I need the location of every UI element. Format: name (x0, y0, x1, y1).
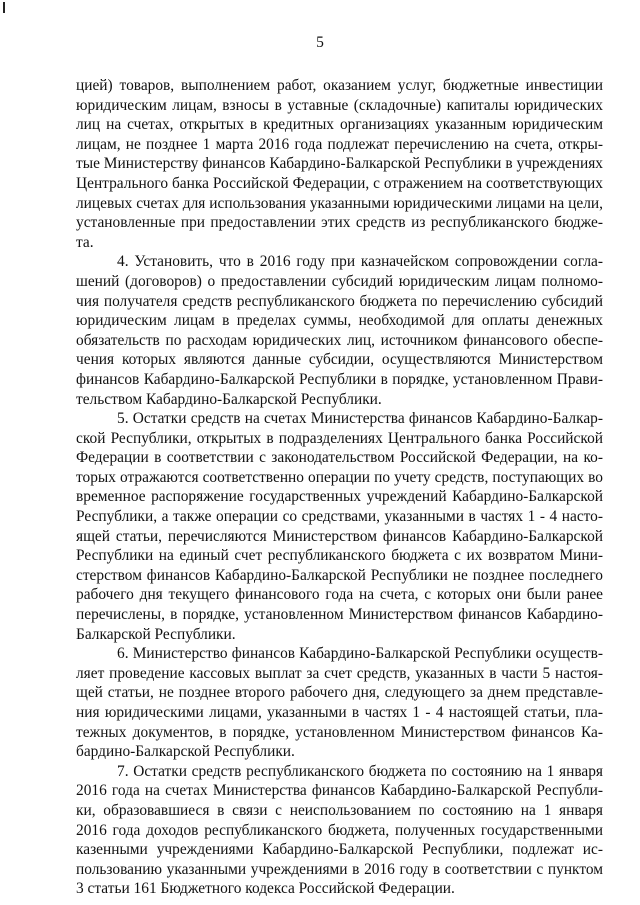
document-body (76, 76, 603, 899)
paragraph-item-7 (76, 762, 603, 899)
text-line: Федерации в соответствии с законодательством Российской Федерации, на ко- (76, 449, 603, 467)
text-line: ящей статьи, перечисляются Министерством финансов Кабардино-Балкарской (76, 527, 603, 545)
text-line: финансов Кабардино-Балкарской Республики в порядке, установленном Прави- (76, 370, 603, 388)
text-line: щей статьи, не позднее второго рабочего дня, следующего за днем представле- (76, 684, 603, 702)
text-line: чения которых являются данные субсидии, осуществляются Министерством (76, 351, 603, 369)
text-line: установленные при предоставлении этих средств из республиканского бюдже- (76, 214, 603, 232)
text-line: Центрального банка Российской Федерации, с отражением на соответствующих (76, 174, 603, 192)
text-line: тые Министерству финансов Кабардино-Балкарской Республики в учреждениях (76, 155, 603, 173)
text-line: рабочего дня текущего финансового года на счета, с которых они были ранее (76, 586, 603, 604)
scan-edge-mark (3, 2, 5, 13)
text-line: торых отражаются соответственно операции по учету средств, поступающих во (76, 468, 603, 486)
text-line: шений (договоров) о предоставлении субсидий юридическим лицам полномо- (76, 272, 603, 290)
text-line: пользованию указанными учреждениями в 2016 году в соответствии с пунктом (76, 860, 603, 878)
text-line: 6. Министерство финансов Кабардино-Балкарской Республики осуществ- (117, 645, 603, 663)
text-line: обязательств по расходам юридических лиц, источником финансового обеспе- (76, 331, 603, 349)
text-line: юридическим лицам, взносы в уставные (складочные) капиталы юридических (76, 96, 603, 114)
text-line: Балкарской Республики. (76, 625, 236, 643)
text-line: 3 статьи 161 Бюджетного кодекса Российской Федерации. (76, 880, 455, 898)
text-line: цией) товаров, выполнением работ, оказанием услуг, бюджетные инвестиции (76, 77, 603, 94)
text-line: лицам, не позднее 1 марта 2016 года подлежат перечислению на счета, откры- (76, 135, 603, 153)
text-line: юридическим лицам в пределах суммы, необходимой для оплаты денежных (76, 312, 603, 330)
text-line: та. (76, 233, 94, 251)
text-line: 4. Установить, что в 2016 году при казначейском сопровождении согла- (117, 253, 603, 271)
text-line: казенными учреждениями Кабардино-Балкарской Республики, подлежат ис- (76, 841, 603, 859)
page-number: 5 (316, 34, 324, 51)
text-line: 2016 года доходов республиканского бюджета, полученных государственными (76, 821, 603, 839)
text-line: 7. Остатки средств республиканского бюджета по состоянию на 1 января (117, 762, 603, 780)
text-line: лиц на счетах, открытых в кредитных организациях указанным юридическим (76, 116, 603, 134)
text-line: стерством финансов Кабардино-Балкарской Республики не позднее последнего (76, 566, 603, 584)
text-line: перечислены, в порядке, установленном Министерством финансов Кабардино- (76, 606, 603, 624)
paragraph-item-6 (76, 644, 603, 762)
text-line: временное распоряжение государственных учреждений Кабардино-Балкарской (76, 488, 603, 506)
text-line: ния юридическими лицами, указанными в частях 1 - 4 настоящей статьи, пла- (76, 704, 603, 721)
paragraph-item-4 (76, 252, 603, 409)
text-line: тельством Кабардино-Балкарской Республики. (76, 390, 382, 408)
text-line: ской Республики, открытых в подразделениях Центрального банка Российской (76, 429, 603, 447)
text-line: Республики на единый счет республиканского бюджета с их возвратом Мини- (76, 547, 603, 565)
text-line: ки, образовавшиеся в связи с неиспользованием по состоянию на 1 января (76, 801, 603, 819)
text-line: 2016 года на счетах Министерства финансов Кабардино-Балкарской Республи- (76, 782, 603, 800)
paragraph-continuation (76, 76, 603, 252)
text-line: ляет проведение кассовых выплат за счет средств, указанных в части 5 настоя- (76, 664, 603, 682)
text-line: тежных документов, в порядке, установленном Министерством финансов Ка- (76, 723, 603, 741)
text-line: лицевых счетах для использования указанными юридическими лицами на цели, (76, 194, 603, 212)
text-line: бардино-Балкарской Республики. (76, 743, 295, 761)
text-line: 5. Остатки средств на счетах Министерства финансов Кабардино-Балкар- (117, 410, 603, 428)
text-line: Республики, а также операции со средствами, указанными в частях 1 - 4 насто- (76, 508, 603, 526)
paragraph-item-5 (76, 409, 603, 644)
text-line: чия получателя средств республиканского бюджета по перечислению субсидий (76, 292, 603, 310)
